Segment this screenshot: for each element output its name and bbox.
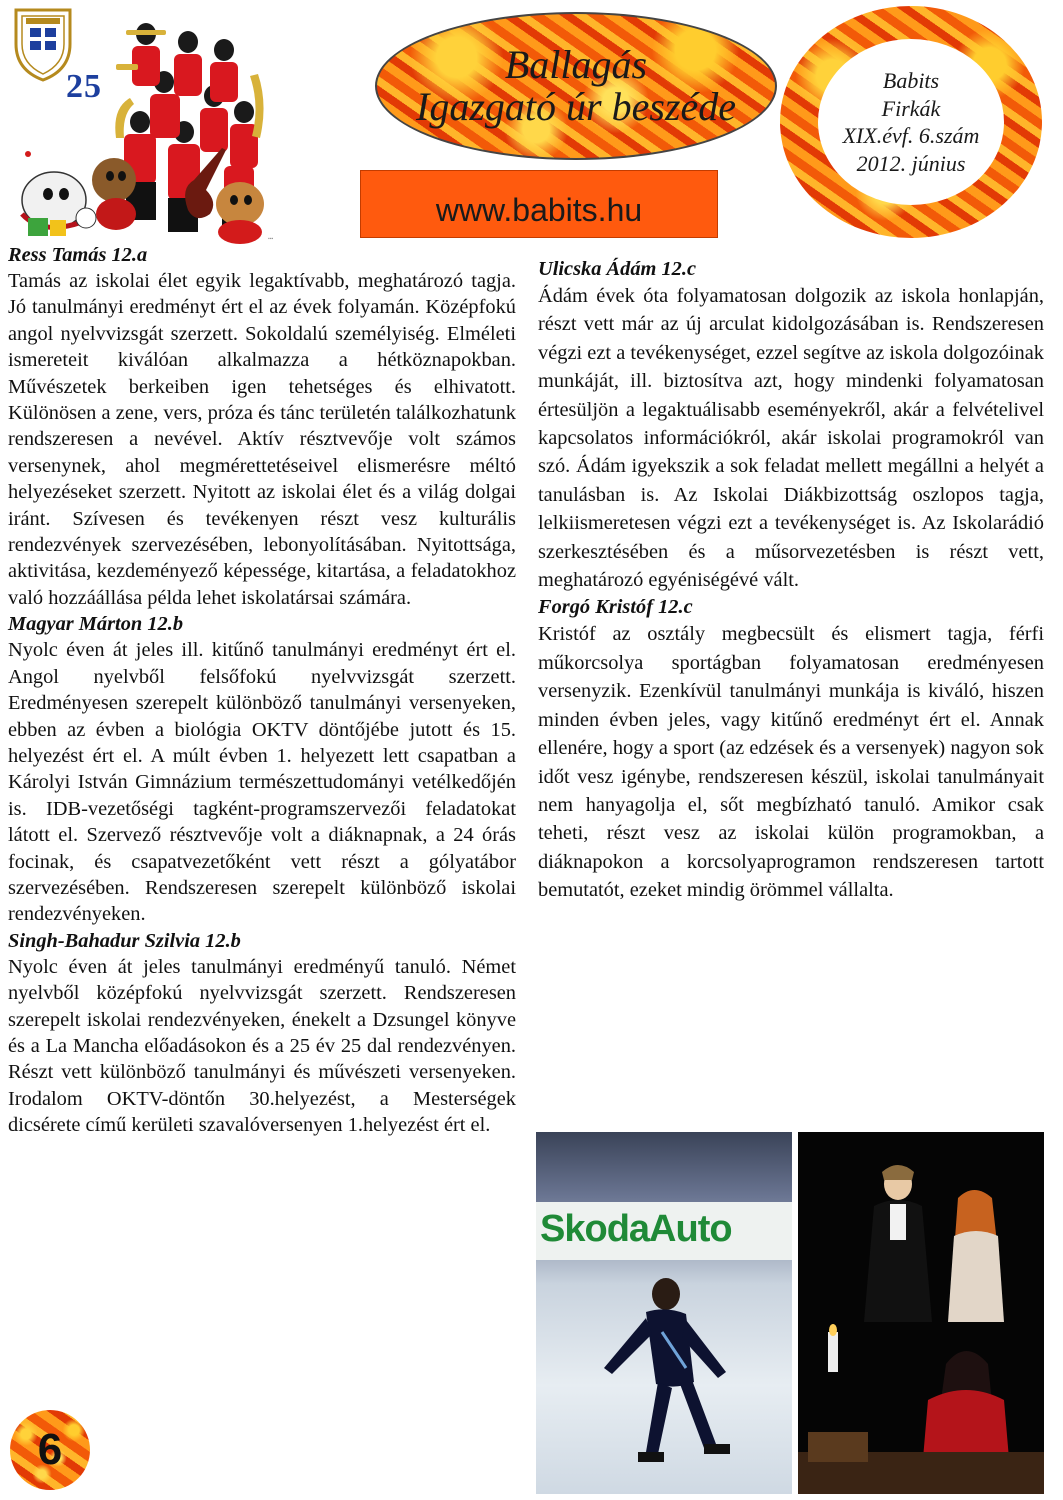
website-banner[interactable]	[360, 170, 718, 238]
anniversary-number: 25	[66, 68, 102, 105]
article-body: Nyolc éven át jeles tanulmányi eredményű tanuló. Német nyelvből középfokú nyelvvizsgát szerzett. Rendszeresen szerepelt iskolai rendezvényeken, énekelt a Dzsungel könyve és a La Mancha előadásokon és a 25 év 25 dal rendezvényen. Részt vett különböző tanulmányi és művészeti versenyeken. Irodalom OKTV-döntőn 30.helyezést, a Mesterségek dicsérete című kerületi szavalóversenyen 1.helyezést ért el.	[8, 955, 516, 1137]
school-logo	[12, 4, 74, 82]
article-heading: Forgó Kristóf 12.c	[538, 596, 693, 619]
skater-figure	[576, 1272, 756, 1487]
masthead-line-2: Firkák	[881, 95, 941, 121]
page-number: 6	[37, 1425, 63, 1474]
article-heading: Magyar Márton 12.b	[8, 613, 184, 636]
article-heading: Singh-Bahadur Szilvia 12.b	[8, 929, 241, 952]
photo-credit-mark: ▪▪▪	[268, 236, 274, 242]
masthead	[818, 39, 1004, 205]
rink-advertising-board	[536, 1202, 792, 1260]
masthead-line-1: Babits	[882, 68, 940, 93]
title-line-1: Ballagás	[504, 42, 648, 87]
rink-sponsor-text: SkodaAuto	[540, 1208, 732, 1250]
page-number-badge	[10, 1410, 90, 1490]
article-heading: Ulicska Ádám 12.c	[538, 258, 697, 280]
article-body: Nyolc éven át jeles ill. kitűnő tanulmányi eredményt ért el. Angol nyelvből felsőfokú nyelvvizsgát szerzett. Eredményesen szerepelt különböző tanulmányi versenyeken, ebben az évben a biológia OKTV döntőjébe jutott és 15. helyezést ért el. A múlt évben 1. helyezett lett csapatban a Károlyi István Gimnázium természettudományi vetélkedőjén is. IDB-vezetőségi tagként-programszervezői feladatokat látott el. Szervező résztvevője volt a diáknapnak, a 24 órás focinak, és csapatvezetőként vett részt a gólyatábor szervezésében. Rendszeresen szerepelt különböző iskolai rendezvényeken.	[8, 639, 516, 926]
masthead-ring	[780, 6, 1042, 238]
article-body: Kristóf az osztály megbecsült és elismert tagja, férfi műkorcsolya sportágban folyamatosan eredményesen versenyzik. Ezenkívül tanulmányi munkája is kiváló, hiszen minden évben jeles, vagy kitűnő eredményt ért el. Annak ellenére, hogy a sport (az edzések és a versenyek) nagyon sok időt vesz igénybe, rendszeresen készül, iskolai tanulmányait nem hanyagolja el, sőt megbízható tanuló. Amikor csak teheti, részt vesz az iskolai külön programokban, a diáknapokon a korcsolyaprogramon rendszeresen tartott bemutatót, ezeket mindig örömmel vállalta.	[538, 623, 1044, 902]
masthead-issue: XIX.évf. 6.szám	[842, 123, 980, 148]
article-heading: Ress Tamás 12.a	[8, 244, 148, 266]
title-line-2: Igazgató úr beszéde	[416, 84, 736, 129]
right-column	[538, 256, 1044, 905]
masthead-date: 2012. június	[856, 150, 966, 176]
stage-photo	[798, 1132, 1044, 1494]
skating-photo	[536, 1132, 792, 1494]
stage-scene	[798, 1132, 1044, 1494]
title-banner	[375, 12, 777, 160]
left-column	[8, 242, 516, 1139]
website-link[interactable]: www.babits.hu	[435, 192, 643, 228]
article-body: Ádám évek óta folyamatosan dolgozik az iskola honlapján, részt vett már az új arculat kidolgozásában is. Rendszeresen végzi ezt a tevékenységet, ezzel segítve az iskola dolgozóinak munkáját, ill. biztosítva azt, hogy mindenki folyamatosan értesüljön a legaktuálisabb eseményekről, akár a felvételivel kapcsolatos információkról, akár iskolai programokról van szó. Ádám igyekszik a sok feladat mellett megállni a helyét a tanulásban is. Az Iskolai Diákbizottság oszlopos tagja, lelkiismeretesen végzi ezt a tevékenységet is. Az Iskolarádió szerkesztésében és a műsorvezetésben is részt vett, meghatározó egyéniségévé vált.	[538, 285, 1044, 592]
article-body: Tamás az iskolai élet egyik legaktívabb, meghatározó tagja. Jó tanulmányi eredményt ért el az évek folyamán. Középfokú angol nyelvvizsgát szerzett. Sokoldalú személyiség. Elméleti ismereteit kiválóan alkalmazza a hétköznapokban. Művészetek berkeiben igen tehetséges és elhivatott. Különösen a zene, vers, próza és tánc területén találkozhatunk rendszeresen a nevével. Aktív résztvevője volt számos versenynek, ahol megmérettetéseivel elismerésre méltó helyezéseket szerzett. Nyitott az iskolai élet és a világ dolgai iránt. Szívesen és tevékenyen részt vesz kulturális rendezvények szervezésében, lebonyolításában. Nyitottsága, aktivitása, kezdeményező képessége, kitartása, a feladatokhoz való hozzáállása példa lehet iskolatársai számára.	[8, 270, 516, 609]
